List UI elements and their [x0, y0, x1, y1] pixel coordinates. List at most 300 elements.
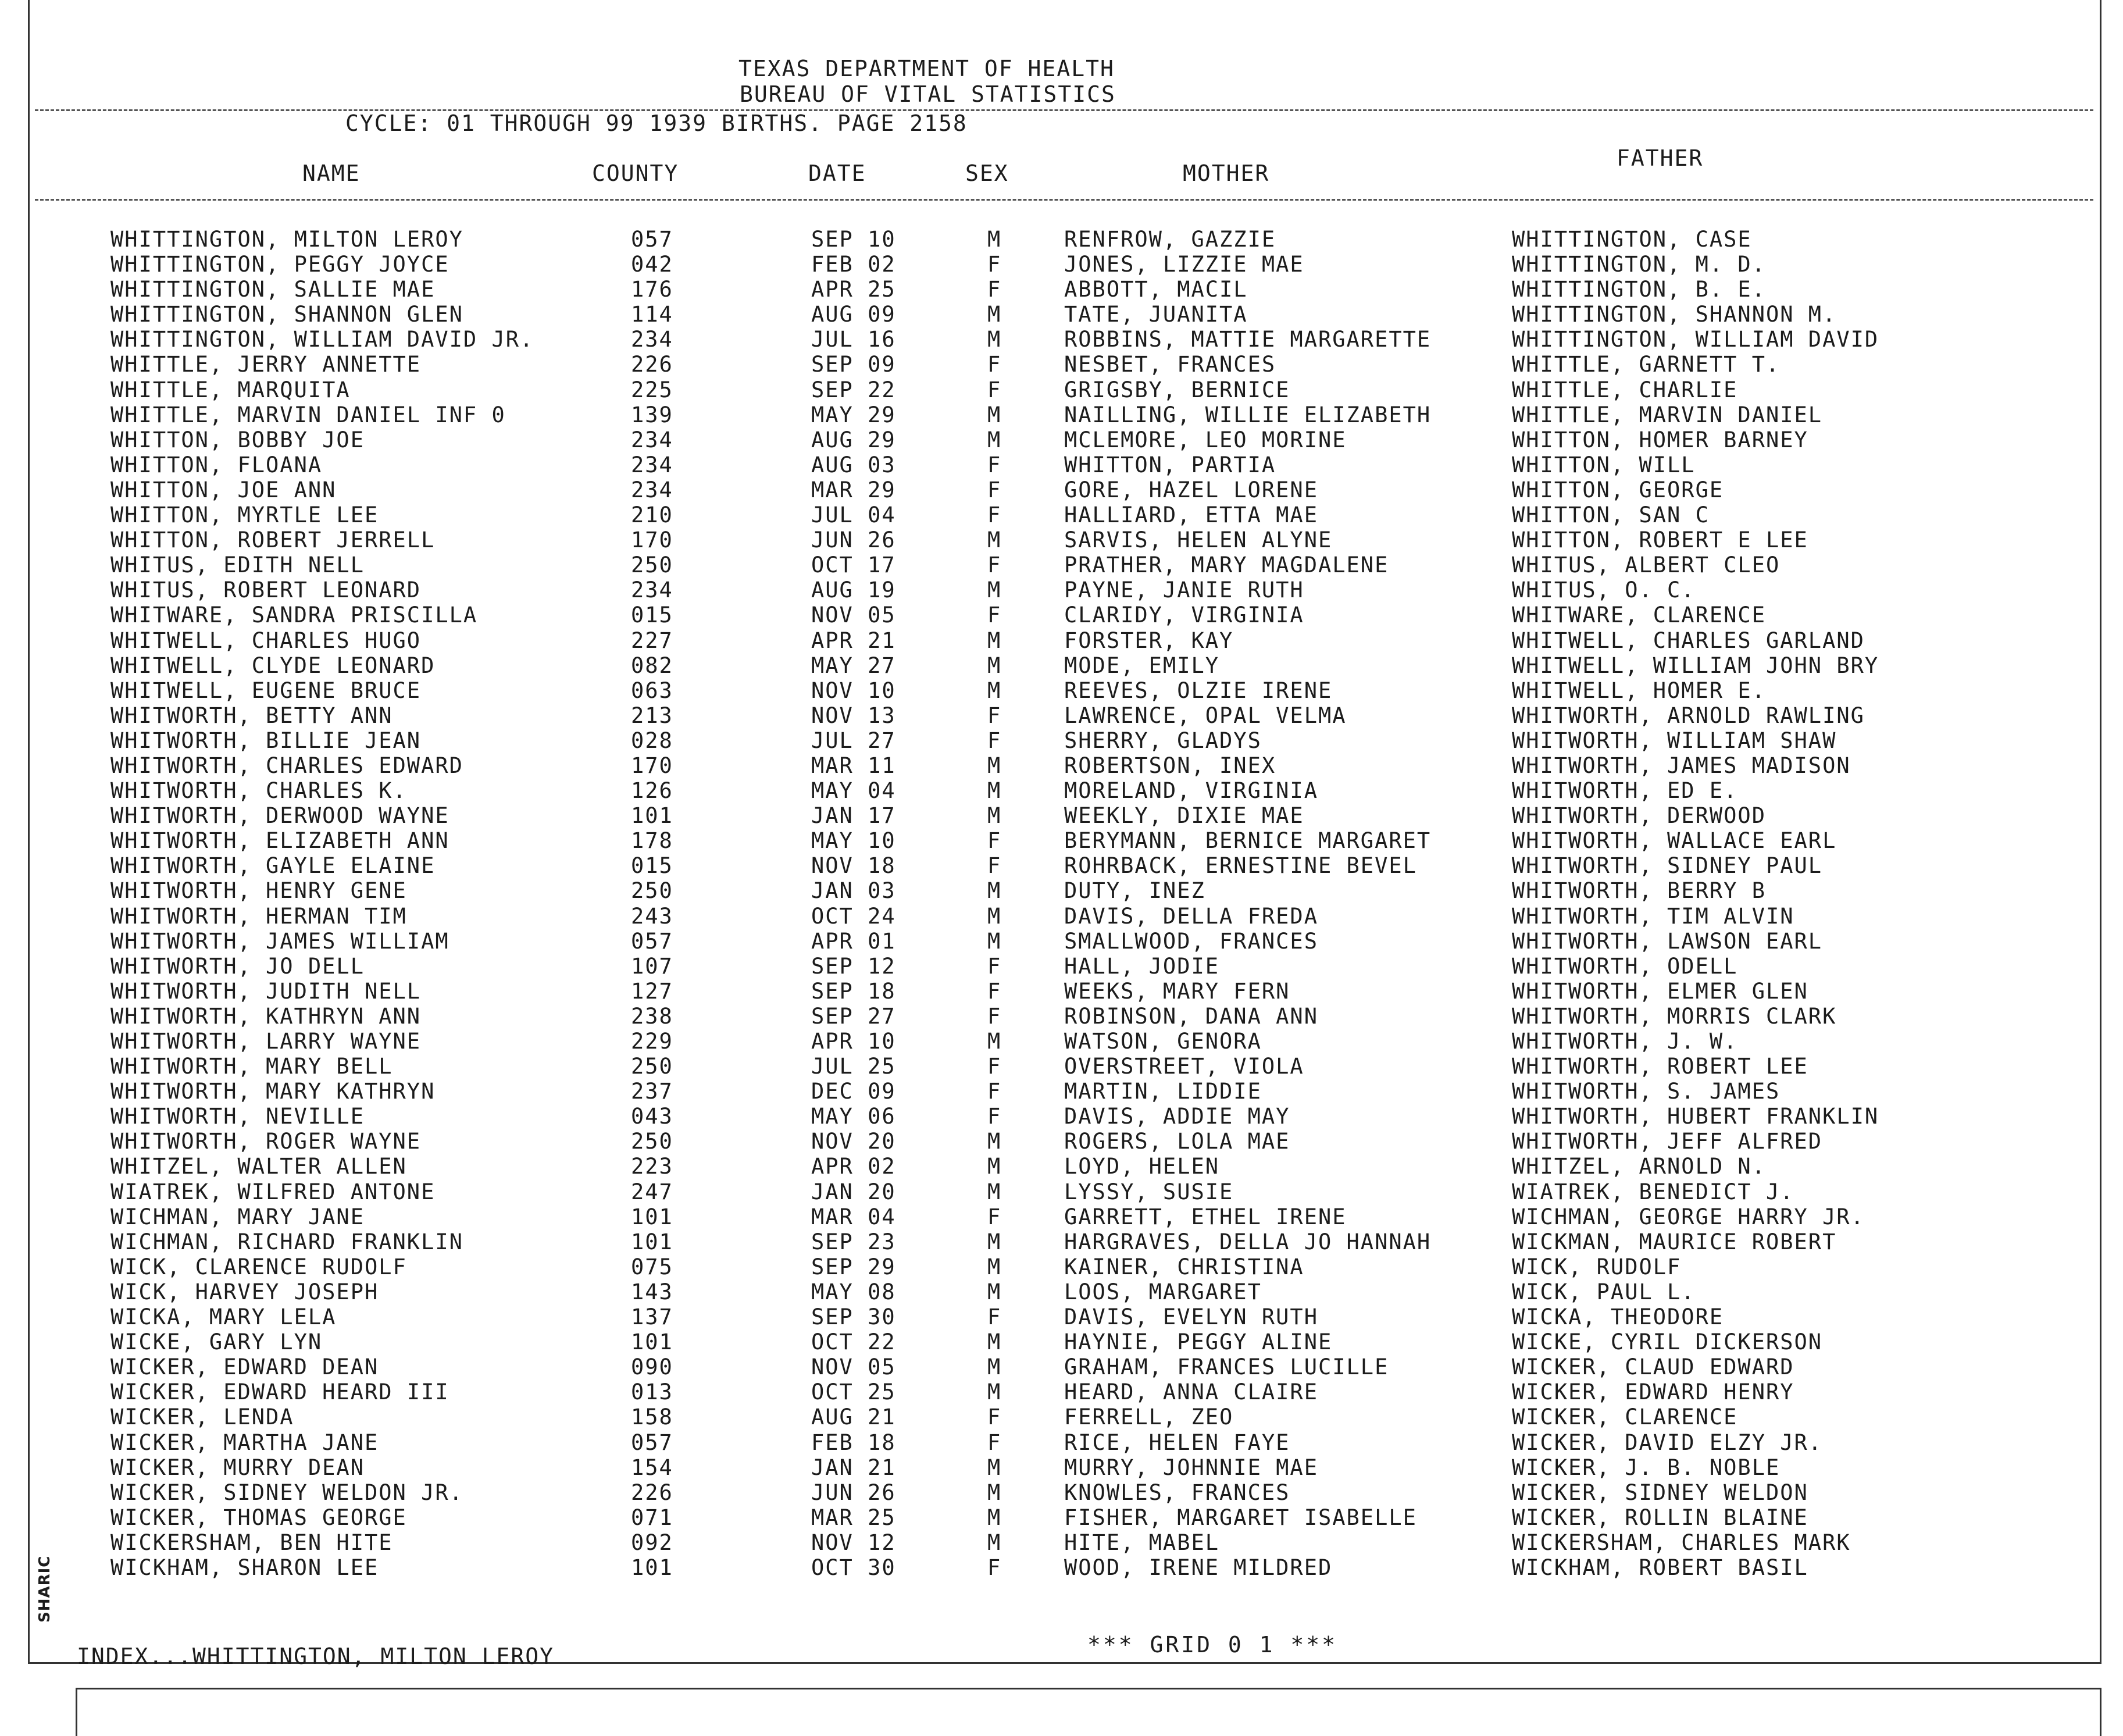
cell-father: WHITWORTH, WILLIAM SHAW	[1512, 728, 1837, 753]
cell-name: WHITTLE, MARQUITA	[110, 377, 351, 402]
cell-name: WHITWORTH, CHARLES K.	[110, 778, 407, 804]
cell-name: WHITTINGTON, WILLIAM DAVID JR.	[110, 327, 534, 352]
cell-mother: ROBINSON, DANA ANN	[1064, 1003, 1318, 1029]
cell-father: WICKER, EDWARD HENRY	[1512, 1379, 1794, 1405]
cell-sex: F	[987, 252, 1002, 277]
cell-mother: GRIGSBY, BERNICE	[1064, 377, 1290, 402]
cell-sex: M	[987, 427, 1002, 452]
cell-mother: RICE, HELEN FAYE	[1064, 1430, 1290, 1455]
cell-sex: M	[987, 1455, 1002, 1480]
table-row	[0, 502, 2123, 527]
cell-mother: PRATHER, MARY MAGDALENE	[1064, 552, 1389, 578]
table-row	[0, 1129, 2123, 1154]
cell-date: JUL 04	[811, 502, 896, 528]
cell-county: 225	[631, 377, 673, 402]
cell-date: MAR 04	[811, 1204, 896, 1229]
cell-name: WHITWARE, SANDRA PRISCILLA	[110, 603, 478, 628]
cell-mother: OVERSTREET, VIOLA	[1064, 1054, 1304, 1079]
cell-county: 092	[631, 1530, 673, 1555]
cell-father: WHITWELL, HOMER E.	[1512, 678, 1766, 703]
cell-mother: DAVIS, DELLA FREDA	[1064, 903, 1318, 929]
cell-date: MAY 29	[811, 402, 896, 427]
cell-date: MAY 06	[811, 1104, 896, 1129]
cell-date: JAN 17	[811, 803, 896, 829]
cell-name: WICKER, LENDA	[110, 1405, 294, 1430]
cell-father: WICKER, J. B. NOBLE	[1512, 1455, 1781, 1480]
table-row	[0, 377, 2123, 402]
cell-sex: M	[987, 1254, 1002, 1279]
cell-sex: F	[987, 552, 1002, 578]
cell-date: NOV 05	[811, 603, 896, 628]
cell-county: 247	[631, 1179, 673, 1204]
cell-name: WHITUS, EDITH NELL	[110, 552, 365, 578]
table-row	[0, 1229, 2123, 1254]
cell-sex: F	[987, 377, 1002, 402]
cell-county: 234	[631, 427, 673, 452]
header-rule	[35, 109, 2093, 111]
cell-date: APR 02	[811, 1154, 896, 1179]
cell-date: MAY 27	[811, 653, 896, 678]
cell-mother: MARTIN, LIDDIE	[1064, 1079, 1262, 1104]
table-row	[0, 402, 2123, 427]
cell-date: AUG 21	[811, 1405, 896, 1430]
cell-sex: F	[987, 603, 1002, 628]
index-line: INDEX...WHITTINGTON, MILTON LEROY	[77, 1644, 554, 1669]
table-row	[0, 803, 2123, 828]
cell-name: WHITWORTH, NEVILLE	[110, 1104, 365, 1129]
cell-mother: FORSTER, KAY	[1064, 628, 1234, 653]
cell-date: AUG 19	[811, 578, 896, 603]
cell-county: 154	[631, 1455, 673, 1480]
cell-county: 013	[631, 1379, 673, 1405]
cell-father: WHITTLE, GARNETT T.	[1512, 352, 1781, 377]
side-label: SHARIC	[36, 1555, 53, 1623]
table-row	[0, 1505, 2123, 1530]
cell-county: 015	[631, 603, 673, 628]
table-row	[0, 1555, 2123, 1580]
bureau-title: BUREAU OF VITAL STATISTICS	[740, 81, 1116, 107]
cell-sex: M	[987, 753, 1002, 778]
cell-sex: M	[987, 578, 1002, 603]
table-row	[0, 277, 2123, 302]
table-row	[0, 527, 2123, 552]
table-row	[0, 828, 2123, 853]
cell-father: WHITWORTH, J. W.	[1512, 1029, 1738, 1054]
cell-father: WHITWORTH, ROBERT LEE	[1512, 1054, 1808, 1079]
cell-father: WHITWORTH, S. JAMES	[1512, 1079, 1781, 1104]
cell-father: WICKA, THEODORE	[1512, 1304, 1724, 1330]
cell-county: 101	[631, 803, 673, 829]
cell-county: 137	[631, 1304, 673, 1330]
cell-name: WHITWORTH, JAMES WILLIAM	[110, 928, 449, 954]
cell-sex: F	[987, 828, 1002, 854]
cell-date: NOV 12	[811, 1530, 896, 1555]
cell-name: WICKER, MARTHA JANE	[110, 1430, 379, 1455]
cell-sex: F	[987, 452, 1002, 477]
cell-date: OCT 30	[811, 1555, 896, 1580]
cell-date: FEB 18	[811, 1430, 896, 1455]
cell-sex: F	[987, 1430, 1002, 1455]
cell-county: 210	[631, 502, 673, 528]
table-row	[0, 1254, 2123, 1279]
cell-county: 178	[631, 828, 673, 854]
cell-county: 229	[631, 1029, 673, 1054]
cell-mother: GORE, HAZEL LORENE	[1064, 477, 1318, 502]
cell-county: 101	[631, 1204, 673, 1229]
cell-date: OCT 17	[811, 552, 896, 578]
cell-mother: NAILLING, WILLIE ELIZABETH	[1064, 402, 1432, 427]
table-row	[0, 452, 2123, 477]
cell-sex: M	[987, 928, 1002, 954]
cell-county: 028	[631, 728, 673, 753]
grid-label: *** GRID 0 1 ***	[1087, 1632, 1338, 1657]
cell-sex: F	[987, 1104, 1002, 1129]
cell-county: 139	[631, 402, 673, 427]
cell-county: 213	[631, 703, 673, 728]
cell-sex: M	[987, 527, 1002, 553]
cell-name: WHITTON, BOBBY JOE	[110, 427, 365, 452]
cell-mother: SARVIS, HELEN ALYNE	[1064, 527, 1333, 553]
cell-name: WHITWELL, CLYDE LEONARD	[110, 653, 436, 678]
cell-county: 176	[631, 277, 673, 302]
cell-name: WHITWELL, CHARLES HUGO	[110, 628, 422, 653]
cell-date: DEC 09	[811, 1079, 896, 1104]
cell-county: 227	[631, 628, 673, 653]
cell-date: NOV 10	[811, 678, 896, 703]
cell-father: WHITWORTH, JEFF ALFRED	[1512, 1129, 1823, 1154]
cell-name: WICKA, MARY LELA	[110, 1304, 337, 1330]
cell-sex: M	[987, 1154, 1002, 1179]
table-row	[0, 1530, 2123, 1555]
table-row	[0, 227, 2123, 252]
cell-county: 114	[631, 302, 673, 327]
cell-mother: MORELAND, VIRGINIA	[1064, 778, 1318, 804]
cell-name: WHITUS, ROBERT LEONARD	[110, 578, 422, 603]
cell-name: WHITTINGTON, MILTON LEROY	[110, 227, 463, 252]
cell-sex: F	[987, 1003, 1002, 1029]
cell-father: WICK, PAUL L.	[1512, 1279, 1696, 1304]
cell-date: JUL 27	[811, 728, 896, 753]
cell-mother: WATSON, GENORA	[1064, 1029, 1262, 1054]
cell-sex: F	[987, 978, 1002, 1004]
cell-name: WHITTLE, JERRY ANNETTE	[110, 352, 422, 377]
cell-father: WHITWORTH, BERRY B	[1512, 878, 1766, 904]
cell-father: WHITWELL, CHARLES GARLAND	[1512, 628, 1865, 653]
cell-date: APR 10	[811, 1029, 896, 1054]
cell-mother: MCLEMORE, LEO MORINE	[1064, 427, 1347, 452]
cell-county: 170	[631, 527, 673, 553]
cell-name: WHITTON, FLOANA	[110, 452, 323, 477]
cell-father: WHITWORTH, DERWOOD	[1512, 803, 1766, 829]
cell-father: WHITUS, ALBERT CLEO	[1512, 552, 1781, 578]
cell-mother: ROGERS, LOLA MAE	[1064, 1129, 1290, 1154]
cell-county: 234	[631, 477, 673, 502]
cell-name: WHITWORTH, JO DELL	[110, 953, 365, 979]
cell-sex: F	[987, 853, 1002, 879]
cell-father: WHITTINGTON, M. D.	[1512, 252, 1766, 277]
cell-date: MAY 08	[811, 1279, 896, 1304]
cell-sex: F	[987, 477, 1002, 502]
cell-county: 250	[631, 878, 673, 904]
cell-father: WHITWORTH, ARNOLD RAWLING	[1512, 703, 1865, 728]
cell-date: SEP 09	[811, 352, 896, 377]
cell-sex: M	[987, 1229, 1002, 1254]
cell-name: WICK, CLARENCE RUDOLF	[110, 1254, 407, 1279]
cell-sex: M	[987, 1480, 1002, 1505]
cell-sex: M	[987, 302, 1002, 327]
cell-name: WICKER, EDWARD DEAN	[110, 1354, 379, 1380]
table-row	[0, 1029, 2123, 1054]
cell-mother: CLARIDY, VIRGINIA	[1064, 603, 1304, 628]
cell-name: WHITTINGTON, SHANNON GLEN	[110, 302, 463, 327]
cell-sex: M	[987, 327, 1002, 352]
cell-father: WHITUS, O. C.	[1512, 578, 1696, 603]
table-row	[0, 1329, 2123, 1354]
cell-father: WICKER, SIDNEY WELDON	[1512, 1480, 1808, 1505]
cell-county: 143	[631, 1279, 673, 1304]
cell-mother: HALLIARD, ETTA MAE	[1064, 502, 1318, 528]
cell-name: WICKER, EDWARD HEARD III	[110, 1379, 449, 1405]
table-row	[0, 477, 2123, 502]
cell-name: WICHMAN, RICHARD FRANKLIN	[110, 1229, 463, 1254]
table-row	[0, 552, 2123, 578]
cell-father: WHITTON, WILL	[1512, 452, 1696, 477]
cell-name: WHITTON, MYRTLE LEE	[110, 502, 379, 528]
cell-county: 107	[631, 953, 673, 979]
cell-date: JAN 20	[811, 1179, 896, 1204]
cell-name: WICKER, THOMAS GEORGE	[110, 1505, 407, 1530]
cell-sex: F	[987, 1054, 1002, 1079]
cell-mother: SHERRY, GLADYS	[1064, 728, 1262, 753]
cell-county: 158	[631, 1405, 673, 1430]
cycle-line: CYCLE: 01 THROUGH 99 1939 BIRTHS. PAGE 2158	[345, 110, 968, 136]
cell-name: WHITWORTH, ELIZABETH ANN	[110, 828, 449, 854]
cell-father: WHITWORTH, LAWSON EARL	[1512, 928, 1823, 954]
cell-county: 090	[631, 1354, 673, 1380]
cell-date: APR 21	[811, 628, 896, 653]
cell-county: 223	[631, 1154, 673, 1179]
table-row	[0, 1054, 2123, 1079]
cell-county: 238	[631, 1003, 673, 1029]
cell-mother: KNOWLES, FRANCES	[1064, 1480, 1290, 1505]
table-row	[0, 753, 2123, 778]
cell-father: WHITWORTH, HUBERT FRANKLIN	[1512, 1104, 1879, 1129]
cell-date: AUG 29	[811, 427, 896, 452]
cell-county: 250	[631, 1129, 673, 1154]
table-row	[0, 904, 2123, 929]
cell-father: WHITTINGTON, SHANNON M.	[1512, 302, 1837, 327]
column-header-mother: MOTHER	[1183, 161, 1270, 186]
table-row	[0, 703, 2123, 728]
cell-father: WICKER, CLAUD EDWARD	[1512, 1354, 1794, 1380]
cell-county: 127	[631, 978, 673, 1004]
cell-name: WHITTLE, MARVIN DANIEL INF 0	[110, 402, 506, 427]
table-row	[0, 1279, 2123, 1304]
cell-name: WHITWORTH, MARY KATHRYN	[110, 1079, 436, 1104]
cell-sex: M	[987, 1029, 1002, 1054]
cell-county: 042	[631, 252, 673, 277]
cell-date: OCT 24	[811, 903, 896, 929]
table-row	[0, 352, 2123, 377]
cell-name: WHITTINGTON, PEGGY JOYCE	[110, 252, 449, 277]
cell-sex: F	[987, 277, 1002, 302]
table-row	[0, 1104, 2123, 1129]
cell-father: WHITTON, ROBERT E LEE	[1512, 527, 1808, 553]
cell-name: WHITTON, ROBERT JERRELL	[110, 527, 436, 553]
cell-name: WICKER, SIDNEY WELDON JR.	[110, 1480, 463, 1505]
table-row	[0, 728, 2123, 753]
cell-father: WHITWORTH, SIDNEY PAUL	[1512, 853, 1823, 879]
table-row	[0, 1455, 2123, 1480]
cell-father: WICKMAN, MAURICE ROBERT	[1512, 1229, 1837, 1254]
table-row	[0, 1379, 2123, 1405]
cell-name: WICK, HARVEY JOSEPH	[110, 1279, 379, 1304]
cell-father: WICKE, CYRIL DICKERSON	[1512, 1329, 1823, 1355]
cell-date: APR 25	[811, 277, 896, 302]
cell-mother: ROBBINS, MATTIE MARGARETTE	[1064, 327, 1432, 352]
cell-date: JAN 21	[811, 1455, 896, 1480]
cell-county: 057	[631, 928, 673, 954]
cell-name: WICKERSHAM, BEN HITE	[110, 1530, 393, 1555]
cell-date: JUL 16	[811, 327, 896, 352]
cell-sex: M	[987, 1329, 1002, 1355]
cell-name: WHITWORTH, DERWOOD WAYNE	[110, 803, 449, 829]
cell-mother: JONES, LIZZIE MAE	[1064, 252, 1304, 277]
table-row	[0, 1430, 2123, 1455]
cell-mother: ROBERTSON, INEX	[1064, 753, 1276, 778]
cell-father: WICKER, CLARENCE	[1512, 1405, 1738, 1430]
column-header-date: DATE	[808, 161, 866, 186]
cell-name: WHITWORTH, MARY BELL	[110, 1054, 393, 1079]
cell-mother: WEEKS, MARY FERN	[1064, 978, 1290, 1004]
cell-mother: REEVES, OLZIE IRENE	[1064, 678, 1333, 703]
cell-sex: F	[987, 1555, 1002, 1580]
records-table	[0, 227, 2123, 1580]
table-row	[0, 853, 2123, 878]
cell-mother: HALL, JODIE	[1064, 953, 1220, 979]
cell-mother: HARGRAVES, DELLA JO HANNAH	[1064, 1229, 1432, 1254]
cell-date: MAR 29	[811, 477, 896, 502]
cell-mother: HITE, MABEL	[1064, 1530, 1220, 1555]
cell-county: 071	[631, 1505, 673, 1530]
table-row	[0, 1154, 2123, 1179]
cell-county: 101	[631, 1229, 673, 1254]
cell-county: 015	[631, 853, 673, 879]
table-row	[0, 878, 2123, 903]
table-row	[0, 302, 2123, 327]
cell-sex: M	[987, 1279, 1002, 1304]
cell-father: WHITTINGTON, CASE	[1512, 227, 1752, 252]
cell-father: WICK, RUDOLF	[1512, 1254, 1682, 1279]
cell-name: WHITWORTH, HENRY GENE	[110, 878, 407, 904]
cell-mother: MURRY, JOHNNIE MAE	[1064, 1455, 1318, 1480]
cell-father: WICKERSHAM, CHARLES MARK	[1512, 1530, 1851, 1555]
table-row	[0, 1354, 2123, 1379]
cell-father: WHITTINGTON, WILLIAM DAVID	[1512, 327, 1879, 352]
cell-county: 250	[631, 1054, 673, 1079]
cell-date: OCT 25	[811, 1379, 896, 1405]
cell-county: 101	[631, 1329, 673, 1355]
cell-father: WHITTLE, MARVIN DANIEL	[1512, 402, 1823, 427]
cell-mother: DAVIS, EVELYN RUTH	[1064, 1304, 1318, 1330]
cell-mother: FERRELL, ZEO	[1064, 1405, 1234, 1430]
column-header-county: COUNTY	[592, 161, 679, 186]
cell-date: JUL 25	[811, 1054, 896, 1079]
table-row	[0, 628, 2123, 653]
cell-county: 234	[631, 452, 673, 477]
cell-date: AUG 03	[811, 452, 896, 477]
cell-father: WHITWORTH, ELMER GLEN	[1512, 978, 1808, 1004]
cell-date: SEP 18	[811, 978, 896, 1004]
cell-county: 226	[631, 1480, 673, 1505]
cell-date: MAR 25	[811, 1505, 896, 1530]
cell-name: WICKER, MURRY DEAN	[110, 1455, 365, 1480]
cell-date: JUN 26	[811, 1480, 896, 1505]
table-row	[0, 929, 2123, 954]
cell-name: WHITTON, JOE ANN	[110, 477, 337, 502]
table-row	[0, 1480, 2123, 1505]
cell-mother: SMALLWOOD, FRANCES	[1064, 928, 1318, 954]
cell-father: WHITTON, HOMER BARNEY	[1512, 427, 1808, 452]
cell-date: MAY 04	[811, 778, 896, 804]
cell-father: WHITZEL, ARNOLD N.	[1512, 1154, 1766, 1179]
cell-county: 243	[631, 903, 673, 929]
table-row	[0, 427, 2123, 452]
cell-sex: M	[987, 903, 1002, 929]
table-row	[0, 954, 2123, 979]
cell-county: 226	[631, 352, 673, 377]
agency-title: TEXAS DEPARTMENT OF HEALTH	[738, 56, 1115, 81]
table-row	[0, 1405, 2123, 1430]
column-header-sex: SEX	[965, 161, 1009, 186]
cell-name: WHITWORTH, LARRY WAYNE	[110, 1029, 422, 1054]
cell-name: WHITTINGTON, SALLIE MAE	[110, 277, 436, 302]
table-row	[0, 653, 2123, 678]
cell-county: 057	[631, 227, 673, 252]
cell-sex: F	[987, 953, 1002, 979]
cell-mother: TATE, JUANITA	[1064, 302, 1248, 327]
cell-date: SEP 12	[811, 953, 896, 979]
cell-county: 057	[631, 1430, 673, 1455]
cell-father: WICKER, ROLLIN BLAINE	[1512, 1505, 1808, 1530]
cell-father: WICHMAN, GEORGE HARRY JR.	[1512, 1204, 1865, 1229]
cell-father: WHITWORTH, TIM ALVIN	[1512, 903, 1794, 929]
cell-mother: WOOD, IRENE MILDRED	[1064, 1555, 1333, 1580]
column-header-father: FATHER	[1617, 145, 1704, 171]
cell-sex: F	[987, 1304, 1002, 1330]
cell-name: WICKE, GARY LYN	[110, 1329, 323, 1355]
cell-sex: M	[987, 1530, 1002, 1555]
cell-date: JUN 26	[811, 527, 896, 553]
cell-sex: F	[987, 1405, 1002, 1430]
cell-date: APR 01	[811, 928, 896, 954]
cell-father: WICKHAM, ROBERT BASIL	[1512, 1555, 1808, 1580]
cell-name: WHITWORTH, BETTY ANN	[110, 703, 393, 728]
cell-sex: F	[987, 1079, 1002, 1104]
cell-county: 170	[631, 753, 673, 778]
cell-county: 237	[631, 1079, 673, 1104]
cell-mother: DAVIS, ADDIE MAY	[1064, 1104, 1290, 1129]
cell-name: WHITWORTH, KATHRYN ANN	[110, 1003, 422, 1029]
table-row	[0, 578, 2123, 603]
cell-name: WHITZEL, WALTER ALLEN	[110, 1154, 407, 1179]
cell-name: WHITWORTH, HERMAN TIM	[110, 903, 407, 929]
cell-mother: GRAHAM, FRANCES LUCILLE	[1064, 1354, 1389, 1380]
cell-mother: HEARD, ANNA CLAIRE	[1064, 1379, 1318, 1405]
cell-sex: M	[987, 227, 1002, 252]
table-row	[0, 252, 2123, 277]
table-row	[0, 778, 2123, 803]
